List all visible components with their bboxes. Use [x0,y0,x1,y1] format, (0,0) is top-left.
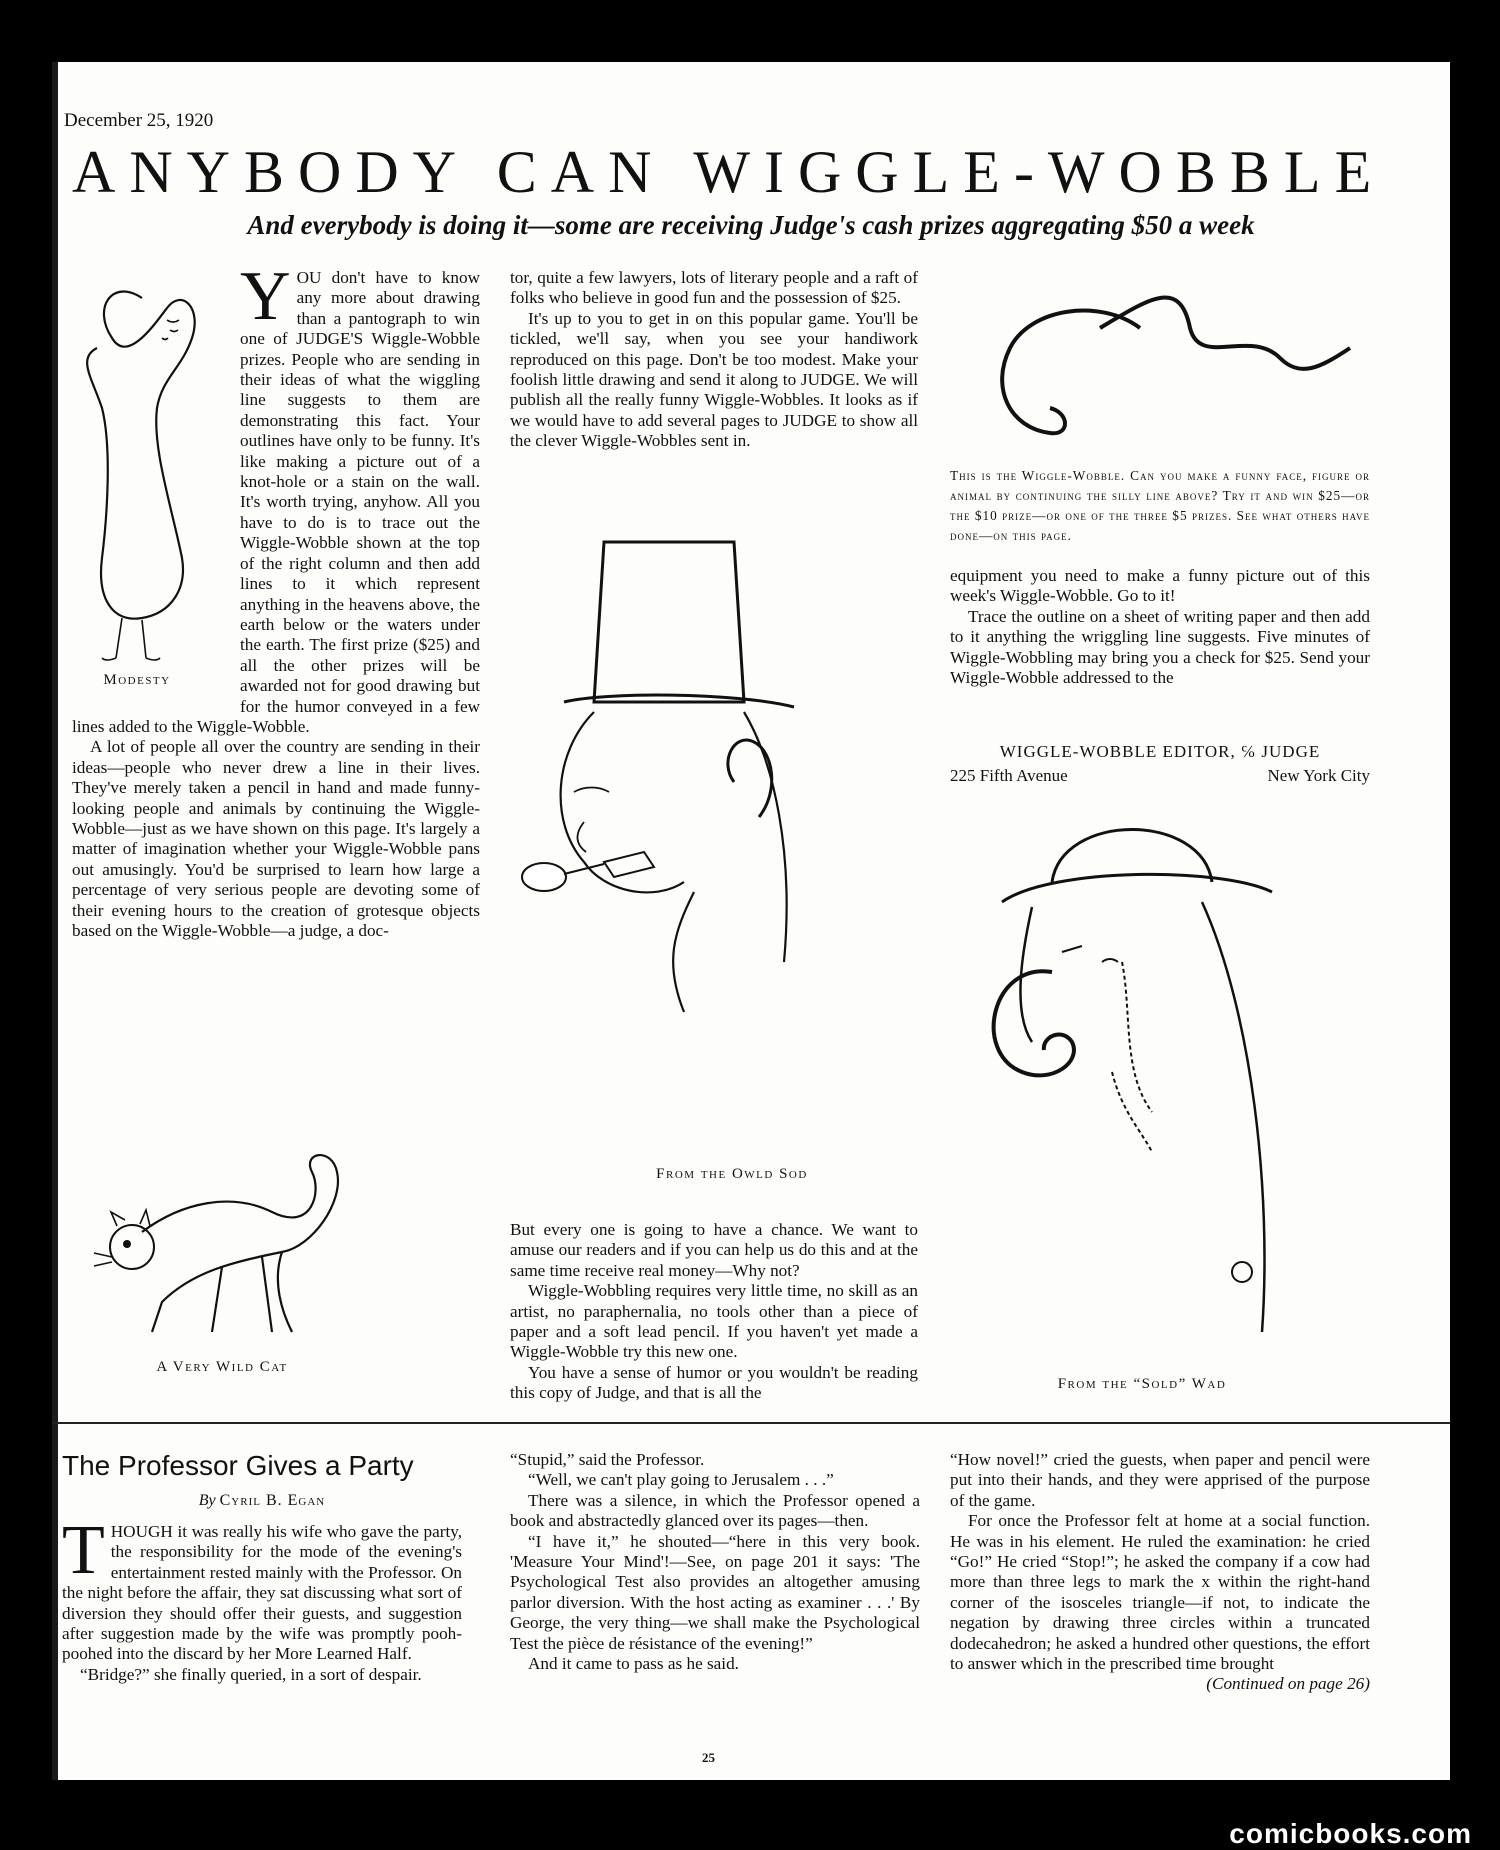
watermark: comicbooks.com [1229,1818,1472,1849]
story-paragraph: And it came to pass as he said. [528,1654,739,1674]
issue-date: December 25, 1920 [64,110,214,131]
magazine-page [52,62,1450,1780]
story-paragraph: “Bridge?” she finally queried, in a sort of despair. [80,1664,422,1684]
caption-wild-cat: A Very Wild Cat [156,1359,288,1375]
article-continued: tor, quite a few lawyers, lots of literary people and a raft of folks who believe in good fun and the possession of $25. [510,268,918,308]
article-column-1 [72,258,480,941]
story-intro: THOUGH it was really his wife who gave the party, the responsibility for the mode of the evening's entertainment rested mainly with the Professor. On the night before the affair, they sat discussing what sort of diversion they should offer their guests, and suggestion after suggestion made by the wife was promptly pooh-poohed into the discard by her More Learned Half. [62,1512,462,1664]
article-paragraph: You have a sense of humor or you wouldn't be reading this copy of Judge, and that is all the [510,1362,918,1403]
owld-sod-illustration [544,532,844,1032]
editor-address [950,742,1370,786]
modesty-illustration [72,268,240,698]
story-paragraph: “I have it,” he shouted—“here in this very book. 'Measure Your Mind'!—See, on page 201 it says: 'The Psychological Test also provides an altogether amusing parlor diversion. With the host acting as examiner . . .' By George, the very thing—we shall make the Psychological Test the pièce de résistance of the evening!” [510,1531,920,1653]
story-column-2 [510,1450,920,1674]
modesty-figure [72,268,232,668]
wild-cat-illustration [82,1152,352,1352]
section-divider [52,1422,1450,1424]
wiggle-wobble-instructions: This is the Wiggle-Wobble. Can you make a funny face, figure or animal by continuing the silly line above? Try it and win $25—or the $10 prize—or one of the three $5 prizes. See what others have done—on this page. [950,468,1370,543]
caption-owld-sod: From the Owld Sod [656,1166,808,1182]
story-title: The Professor Gives a Party [62,1450,414,1481]
article-paragraph: A lot of people all over the country are sending in their ideas—people who never drew a line in their lives. They've merely taken a pencil in hand and made funny-looking people and animals by continuing the Wiggle-Wobble—just as we have shown on this page. It's largely a matter of imagination whether your Wiggle-Wobble pans out amusingly. You'd be surprised to learn how large a percentage of very serious people are devoting some of their evening hours to the creation of grotesque objects based on the Wiggle-Wobble—a judge, a doc- [72,737,480,940]
headline: ANYBODY CAN WIGGLE-WOBBLE [72,139,1386,205]
story-byline: By Cyril B. Egan [198,1492,326,1509]
story-paragraph: “Stupid,” said the Professor. [510,1450,705,1469]
wiggle-wobble-line [950,268,1370,468]
story-paragraph: “Well, we can't play going to Jerusalem . . .” [528,1470,834,1490]
story-column-1 [62,1512,462,1685]
continued-notice: (Continued on page 26) [1206,1674,1370,1694]
story-column-3 [950,1450,1370,1695]
caption-sold-wad: From the “Sold” Wad [1057,1376,1227,1392]
dropcap-y: Y [240,258,291,335]
article-intro: YOU don't have to know any more about drawing than a pantograph to win one of JUDGE'S Wiggle-Wobble prizes. People who are sending in their ideas of what the wiggling line suggests to them are demonstrating this fact. Your outlines have only to be funny. It's like making a picture out of a knot-hole or a stain on the wall. It's worth trying, anyhow. All you have to do is to trace out the Wiggle-Wobble shown at the top of the right column and then add lines to it which represent anything in the heavens above, the earth below or the waters under the earth. The first prize ($25) and all the other prizes will be awarded not for good drawing but for the humor conveyed in a few lines added to the Wiggle-Wobble. [72,258,480,736]
article-paragraph: It's up to you to get in on this popular game. You'll be tickled, we'll say, when you see your handiwork reproduced on this page. Don't be too modest. Make your foolish little drawing and send it along to JUDGE. We will publish all the really funny Wiggle-Wobbles. It looks as if we would have to add several pages to JUDGE to show all the clever Wiggle-Wobbles sent in. [510,308,918,451]
address-editor: WIGGLE-WOBBLE EDITOR, ℅ JUDGE [999,742,1321,761]
story-paragraph: “How novel!” cried the guests, when paper and pencil were put into their hands, and they were apprised of the purpose of the game. [950,1450,1370,1510]
article-paragraph: Trace the outline on a sheet of writing paper and then add to it anything the wriggling line suggests. Five minutes of Wiggle-Wobbling may bring you a check for $25. Send your Wiggle-Wobble addressed to the [950,606,1370,688]
address-city: New York City [1267,766,1370,785]
article-column-2 [510,268,918,452]
caption-modesty: Modesty [103,672,171,688]
article-paragraph: equipment you need to make a funny picture out of this week's Wiggle-Wobble. Go to it! [950,566,1370,606]
address-street: 225 Fifth Avenue [950,766,1068,785]
binding-edge [52,62,58,1780]
page-number: 25 [702,1750,715,1765]
story-paragraph: For once the Professor felt at home at a social function. He was in his element. He ruled the examination: he cried “Go!” He cried “Stop!”; he asked the company if a cow had more than three legs to mark the x within the right-hand corner of the isosceles triangle—if not, to indicate the negation by drawing three circles within a truncated dodecahedron; he asked a hundred other questions, the effort to answer which in the prescribed time brought [950,1511,1370,1674]
subheadline: And everybody is doing it—some are receiving Judge's cash prizes aggregating $50 a week [247,210,1255,240]
article-paragraph: Wiggle-Wobbling requires very little time, no skill as an artist, no paraphernalia, no tools other than a piece of paper and a soft lead pencil. If you haven't yet made a Wiggle-Wobble try this new one. [510,1281,918,1362]
article-column-2-lower [510,1220,918,1404]
article-column-3 [950,566,1370,688]
sold-wad-illustration [972,812,1292,1342]
dropcap-t: T [62,1512,105,1589]
article-paragraph: But every one is going to have a chance. We want to amuse our readers and if you can help us do this and at the same time receive real money—Why not? [510,1220,918,1280]
story-paragraph: There was a silence, in which the Professor opened a book and abstractedly glanced over its pages—then. [510,1490,920,1531]
